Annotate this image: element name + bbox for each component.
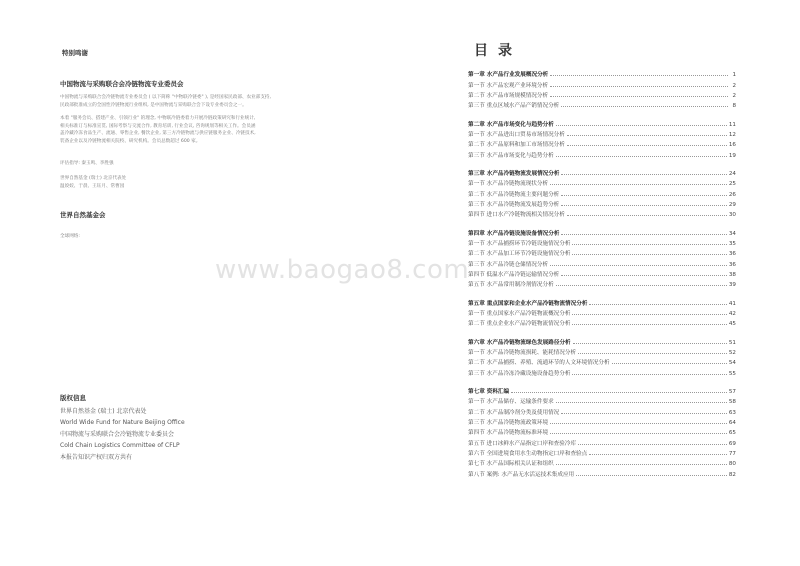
page-number: 2 [732, 82, 736, 89]
toc-section-label: 第五节 水产品常用制冷剂情况分析 [468, 282, 554, 289]
page-number: 42 [728, 310, 736, 317]
page-number: 80 [728, 461, 736, 468]
leader-dots [612, 363, 727, 364]
toc-section-label: 第四节 进口水产冷链物流相关情况分析 [468, 212, 565, 219]
leader-dots [572, 314, 726, 315]
toc-section-label: 第六节 全国进境食用水生动物指定口岸和查验点 [468, 450, 588, 457]
toc-section[interactable] [468, 257, 736, 267]
toc-chapter[interactable] [468, 385, 736, 395]
leader-dots [567, 145, 727, 146]
toc-chapter[interactable] [468, 68, 736, 78]
toc-section-label: 第一节 水产品冷链物流现状分析 [468, 181, 549, 188]
org1-title: 中国物流与采购联合会冷链物流专业委员会 [60, 80, 184, 88]
wwf-people-text: 温姣姣、于晨、王钰月、常曹园 [60, 183, 125, 189]
toc-section[interactable] [468, 436, 736, 446]
toc-section[interactable] [468, 89, 736, 99]
paragraph-line: 民政部批准成立的全国性冷链物流行业组织, 是中国物流与采购联合会下设专业委员会之一。 [60, 102, 247, 108]
page-number: 57 [728, 389, 736, 396]
paragraph-line: 装备企业以及冷链物流相关院校、研究机构。会员总数超过 600 家。 [60, 138, 201, 144]
leader-dots [572, 254, 726, 255]
leader-dots [589, 304, 726, 305]
leader-dots [589, 454, 727, 455]
toc-section-label: 第三节 水产品冷冻冷藏设施设备趋势分析 [468, 370, 571, 377]
page-number: 54 [728, 360, 736, 367]
page-number: 26 [728, 191, 736, 198]
toc-chapter[interactable] [468, 335, 736, 345]
toc-section-label: 第一节 水产品储存、运输条件要求 [468, 399, 554, 406]
leader-dots [511, 392, 727, 393]
leader-dots [576, 475, 727, 476]
page-number: 39 [728, 282, 736, 289]
guidance-text: 评估指导: 秦玉鸣、李胜强 [60, 160, 114, 166]
page-number: 34 [728, 230, 736, 237]
toc-section[interactable] [468, 317, 736, 327]
toc-section[interactable] [468, 346, 736, 356]
org2-title: 世界自然基金会 [60, 211, 106, 220]
toc-section-label: 第八节 案例: 水产品无水活运技术集成应用 [468, 471, 575, 478]
toc-section-label: 第一节 水产品捕捞环节冷链设施情况分析 [468, 241, 571, 248]
leader-dots [561, 275, 727, 276]
leader-dots [561, 195, 727, 196]
leader-dots [561, 106, 728, 107]
page-number: 36 [728, 261, 736, 268]
toc-section[interactable] [468, 356, 736, 366]
page-number: 63 [728, 409, 736, 416]
toc-section[interactable] [468, 366, 736, 376]
toc-section-label: 第二节 水产品原料和加工市场情况分析 [468, 142, 565, 149]
leader-dots [561, 413, 727, 414]
leader-dots [578, 444, 727, 445]
toc-chapter[interactable] [468, 296, 736, 306]
toc-section[interactable] [468, 208, 736, 218]
page-number: 65 [728, 430, 736, 437]
toc-section-label: 第五节 进口冰鲜水产品指定口岸和查验冷库 [468, 440, 577, 447]
leader-dots [578, 353, 727, 354]
license-line: 世界自然基金 (瑞士) 北京代表处 [60, 407, 147, 415]
toc-section-label: 第一节 水产品进出口贸易市场情况分析 [468, 131, 565, 138]
license-line: Cold Chain Logistics Committee of CFLP [60, 442, 180, 450]
leader-dots [572, 374, 726, 375]
toc-section-label: 第二节 水产品捕捞、养殖、流通环节的人文环境情况分析 [468, 360, 610, 367]
toc-section[interactable] [468, 395, 736, 405]
license-title: 版权信息 [60, 393, 86, 402]
website-label: 全球网络: [60, 234, 80, 240]
toc-section[interactable] [468, 187, 736, 197]
leader-dots [561, 234, 726, 235]
paragraph-line: 中国物流与采购联合会冷链物流专业委员会 ( 以下简称 "中物联冷链委" ), 是经国家民政部、农业部支持, [60, 95, 271, 100]
toc-section[interactable] [468, 177, 736, 187]
toc-section-label: 第二节 水产品制冷剂分类及使用情况 [468, 409, 560, 416]
page-number: 29 [728, 201, 736, 208]
toc-list [468, 68, 736, 478]
toc-section-label: 第三节 水产品冷链仓储情况分析 [468, 261, 549, 268]
page-number: 2 [732, 92, 736, 99]
leader-dots [550, 433, 727, 434]
toc-section[interactable] [468, 405, 736, 415]
toc-section-label: 第一节 水产品宏观产业环境分析 [468, 82, 549, 89]
leader-dots [573, 343, 727, 344]
toc-section[interactable] [468, 447, 736, 457]
toc-section-label: 第二节 重点企业水产品冷链物流情况分析 [468, 321, 571, 328]
toc-section-label: 第一节 重点国家水产品冷链物流概况分析 [468, 310, 571, 317]
page-number: 30 [728, 212, 736, 219]
leader-dots [556, 402, 727, 403]
leader-dots [550, 265, 727, 266]
page-number: 52 [728, 350, 736, 357]
leader-dots [550, 423, 727, 424]
toc-section[interactable] [468, 247, 736, 257]
license-line: 本报告知识产权归双方共有 [60, 453, 133, 461]
toc-chapter-label: 第六章 水产品冷链物流绿色发展路径分析 [468, 339, 571, 346]
chapter-spacer [468, 109, 736, 117]
toc-section[interactable] [468, 307, 736, 317]
toc-section-label: 第二节 水产品市场规模情况分析 [468, 92, 549, 99]
toc-section[interactable] [468, 128, 736, 138]
org1-paragraph-2 [60, 115, 360, 145]
page-number: 64 [728, 420, 736, 427]
paragraph-line: 相关标准订与标准宣贯, 国际考察与交流合作, 教育培训, 行业会议, 咨询规划等相关工作。会员涵 [60, 123, 256, 129]
leader-dots [556, 125, 727, 126]
license-line: World Wide Fund for Nature Beijing Office [60, 419, 185, 427]
leader-dots [556, 156, 727, 157]
leader-dots [556, 464, 727, 465]
toc-section[interactable] [468, 426, 736, 436]
leader-dots [572, 244, 726, 245]
toc-chapter-label: 第四章 水产品冷链设施设备情况分析 [468, 230, 560, 237]
page-number: 58 [728, 399, 736, 406]
toc-section-label: 第三节 重点区域水产品产销情况分析 [468, 103, 560, 110]
toc-section-label: 第三节 水产品冷链物流政策环境 [468, 420, 549, 427]
toc-chapter-label: 第五章 重点国家和企业水产品冷链物流情况分析 [468, 300, 588, 307]
page-number: 55 [728, 370, 736, 377]
page-number: 8 [732, 103, 736, 110]
page-number: 82 [728, 471, 736, 478]
toc-section[interactable] [468, 416, 736, 426]
leader-dots [561, 205, 727, 206]
page-number: 24 [728, 171, 736, 178]
toc-chapter[interactable] [468, 167, 736, 177]
toc-chapter-label: 第七章 资料汇编 [468, 389, 510, 396]
leader-dots [550, 96, 728, 97]
page-number: 38 [728, 271, 736, 278]
license-lines [60, 406, 360, 464]
page-number: 41 [728, 300, 736, 307]
toc-section-label: 第三节 水产品冷链物流发展趋势分析 [468, 201, 560, 208]
chapter-spacer [468, 159, 736, 167]
page-number: 16 [728, 142, 736, 149]
toc-section[interactable] [468, 237, 736, 247]
chapter-spacer [468, 327, 736, 335]
paragraph-line: 盖冷藏冷冻食品生产、流通、零售企业, 餐饮企业, 第三方冷链物流与供应链服务企业、冷链技术, [60, 131, 256, 137]
toc-section-label: 第二节 水产品冷链物流主要问题分析 [468, 191, 560, 198]
watermark: www.baogao8.com [215, 255, 470, 285]
page-number: 69 [728, 440, 736, 447]
page-number: 51 [728, 339, 736, 346]
leader-dots [556, 285, 727, 286]
toc-section[interactable] [468, 78, 736, 88]
table-of-contents [468, 40, 736, 478]
toc-chapter-label: 第一章 水产品行业发展概况分析 [468, 72, 549, 79]
leader-dots [550, 184, 727, 185]
page-number: 19 [728, 152, 736, 159]
page-number: 25 [728, 181, 736, 188]
chapter-spacer [468, 288, 736, 296]
page-number: 36 [728, 251, 736, 258]
org1-paragraph-1 [60, 94, 360, 109]
leader-dots [550, 86, 728, 87]
toc-section[interactable] [468, 148, 736, 158]
leader-dots [550, 75, 728, 76]
license-line: 中国物流与采购联合会冷链物流专业委员会 [60, 430, 175, 438]
toc-section[interactable] [468, 138, 736, 148]
page-number: 12 [728, 131, 736, 138]
page-number: 1 [732, 72, 736, 79]
leader-dots [561, 174, 726, 175]
toc-section[interactable] [468, 198, 736, 208]
toc-chapter-label: 第三章 水产品冷链物流发展情况分析 [468, 171, 560, 178]
toc-section-label: 第二节 水产品加工环节冷链设施情况分析 [468, 251, 571, 258]
chapter-spacer [468, 377, 736, 385]
leader-dots [567, 215, 727, 216]
toc-section[interactable] [468, 278, 736, 288]
toc-section[interactable] [468, 268, 736, 278]
toc-title: 目录 [474, 43, 522, 59]
toc-section[interactable] [468, 457, 736, 467]
toc-section-label: 第四节 低温水产品冷链运输情况分析 [468, 271, 560, 278]
page-number: 11 [728, 121, 736, 128]
toc-chapter[interactable] [468, 226, 736, 236]
toc-section[interactable] [468, 99, 736, 109]
page-number: 35 [728, 241, 736, 248]
paragraph-line: 本着 "服务会员、搭建产业、引领行业" 的理念, 中物联冷链委着力开展冷链政策研究和行业统计, [60, 116, 256, 122]
toc-chapter[interactable] [468, 117, 736, 127]
toc-section-label: 第一节 水产品冷链物流损耗、能耗情况分析 [468, 350, 577, 357]
toc-chapter-label: 第二章 水产品市场变化与趋势分析 [468, 121, 554, 128]
page-number: 77 [728, 450, 736, 457]
chapter-spacer [468, 218, 736, 226]
wwf-office-text: 世界自然基金 (瑞士) 北京代表处 [60, 176, 127, 182]
page-number: 45 [728, 321, 736, 328]
toc-section-label: 第三节 水产品市场变化与趋势分析 [468, 152, 554, 159]
leader-dots [567, 135, 727, 136]
thanks-title: 特别鸣谢 [62, 49, 88, 57]
toc-section[interactable] [468, 467, 736, 477]
leader-dots [572, 324, 726, 325]
toc-section-label: 第四节 水产品冷链物流标准环境 [468, 430, 549, 437]
toc-section-label: 第七节 水产品国际相关认证和组织 [468, 461, 554, 468]
